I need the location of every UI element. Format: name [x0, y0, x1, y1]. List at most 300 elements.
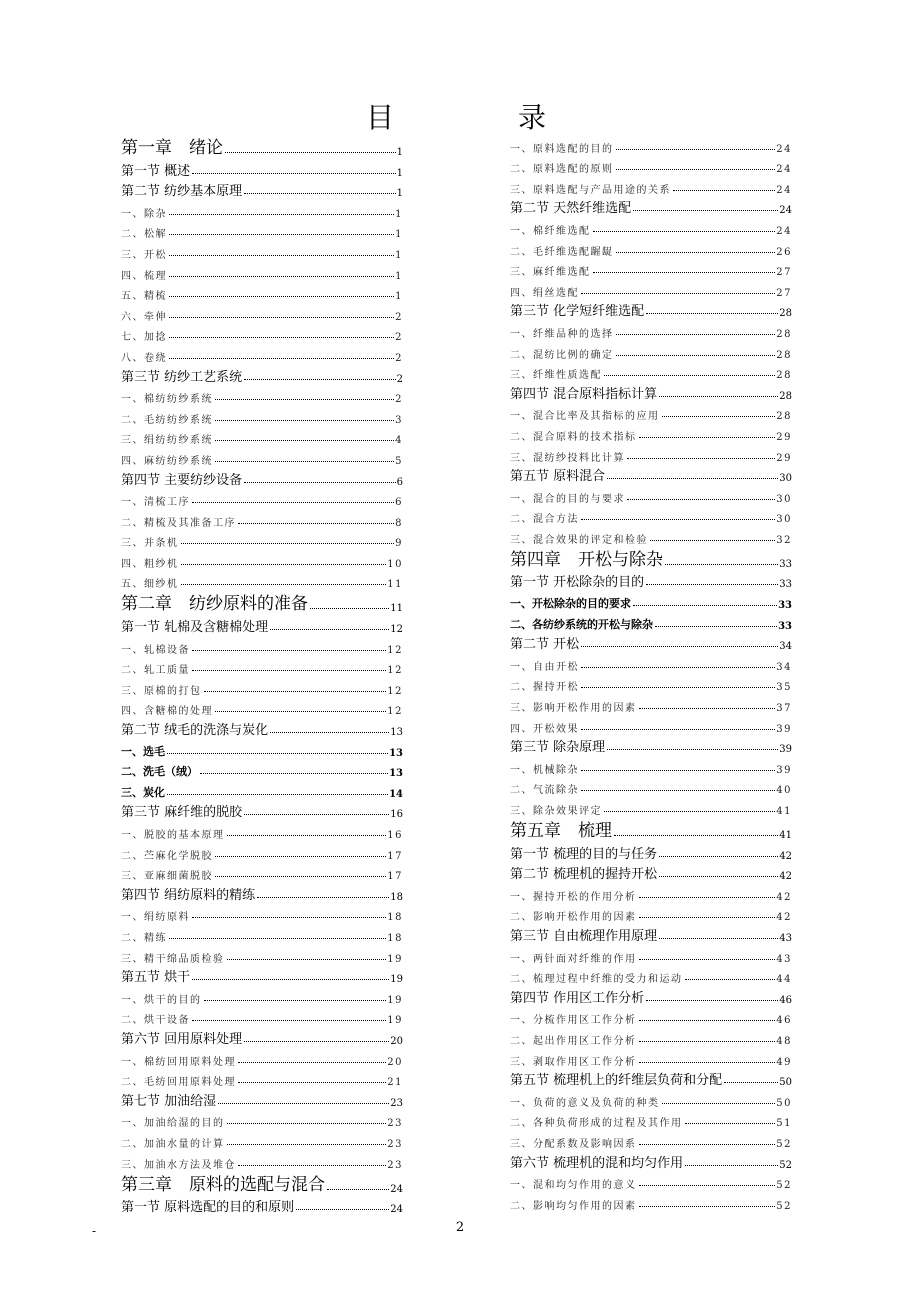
- dot-leader: [204, 1000, 387, 1001]
- toc-entry-title: 三、纤维性质选配: [510, 370, 602, 382]
- toc-entry-page: 13: [390, 727, 403, 739]
- toc-entry-page: 34: [776, 661, 792, 673]
- dot-leader: [169, 317, 394, 318]
- toc-entry-page: 4: [395, 435, 403, 447]
- dot-leader: [192, 979, 389, 980]
- dot-leader: [633, 605, 777, 606]
- dot-leader: [244, 379, 395, 380]
- toc-entry-section[interactable]: [121, 882, 403, 903]
- dot-leader: [270, 732, 389, 733]
- toc-entry-page: 43: [779, 932, 792, 944]
- toc-entry-page: 23: [387, 1118, 403, 1130]
- dot-leader: [238, 1165, 386, 1166]
- toc-entry-page: 20: [387, 1056, 403, 1068]
- toc-entry-item[interactable]: [121, 1109, 403, 1130]
- dot-leader: [665, 564, 778, 565]
- toc-entry-page: 30: [776, 514, 792, 526]
- toc-entry-title: 第四节 主要纺纱设备: [121, 472, 243, 488]
- dot-leader: [616, 334, 776, 335]
- dot-leader: [296, 1209, 389, 1210]
- toc-entry-page: 18: [387, 932, 403, 944]
- dot-leader: [244, 1041, 389, 1042]
- toc-entry-item[interactable]: [510, 673, 792, 694]
- toc-entry-title: 一、棉纺回用原料处理: [121, 1056, 236, 1068]
- toc-entry-title: 第三节 自由梳理作用原理: [510, 928, 658, 944]
- dot-leader: [244, 193, 395, 194]
- toc-entry-item[interactable]: [121, 405, 403, 426]
- toc-entry-item[interactable]: [121, 426, 403, 447]
- toc-entry-item[interactable]: [510, 944, 792, 965]
- dot-leader: [639, 1062, 776, 1063]
- toc-entry-item[interactable]: [510, 319, 792, 340]
- toc-entry-item[interactable]: [121, 923, 403, 944]
- toc-entry-title: 二、毛纺纺纱系统: [121, 414, 213, 426]
- dot-leader: [227, 1123, 387, 1124]
- toc-entry-item[interactable]: [510, 714, 792, 735]
- toc-entry-item[interactable]: [121, 1068, 403, 1089]
- toc-entry-title: 二、精练: [121, 932, 167, 944]
- dot-leader: [581, 790, 775, 791]
- toc-entry-bold[interactable]: [510, 611, 792, 632]
- toc-entry-item[interactable]: [121, 261, 403, 282]
- toc-entry-title: 一、棉纺纺纱系统: [121, 394, 213, 406]
- toc-entry-section[interactable]: [121, 467, 403, 488]
- toc-entry-title: 三、精干绵品质检验: [121, 953, 225, 965]
- toc-entry-title: 二、轧工质量: [121, 665, 190, 677]
- toc-entry-page: 8: [395, 517, 403, 529]
- toc-entry-title: 五、细纱机: [121, 579, 179, 591]
- toc-entry-bold[interactable]: [121, 759, 403, 780]
- toc-entry-title: 一、纤维品种的选择: [510, 328, 614, 340]
- dot-leader: [215, 461, 394, 462]
- toc-entry-page: 42: [779, 850, 792, 862]
- toc-entry-section[interactable]: [510, 381, 792, 402]
- toc-entry-page: 33: [779, 558, 792, 570]
- dot-leader: [227, 959, 387, 960]
- toc-entry-page: 48: [776, 1035, 792, 1047]
- dot-leader: [614, 835, 778, 836]
- toc-entry-section[interactable]: [510, 196, 792, 217]
- toc-entry-item[interactable]: [510, 693, 792, 714]
- toc-entry-title: 三、绢纺纺纱系统: [121, 435, 213, 447]
- dot-leader: [646, 313, 778, 314]
- toc-entry-page: 14: [389, 788, 403, 800]
- dot-leader: [581, 687, 775, 688]
- toc-entry-page: 13: [389, 768, 403, 780]
- dot-leader: [604, 375, 775, 376]
- toc-entry-page: 46: [779, 994, 792, 1006]
- dot-leader: [218, 1103, 389, 1104]
- dot-leader: [581, 667, 775, 668]
- dot-leader: [192, 650, 386, 651]
- toc-entry-item[interactable]: [510, 216, 792, 237]
- toc-entry-page: 35: [776, 682, 792, 694]
- dot-leader: [581, 770, 775, 771]
- dot-leader: [215, 856, 386, 857]
- toc-entry-title: 二、梳理过程中纤维的受力和运动: [510, 974, 683, 986]
- toc-entry-page: 18: [390, 891, 403, 903]
- toc-entry-title: 二、洗毛（绒）: [121, 765, 198, 779]
- toc-entry-item[interactable]: [121, 697, 403, 718]
- toc-entry-title: 三、原料选配与产品用途的关系: [510, 184, 671, 196]
- toc-entry-bold[interactable]: [121, 738, 403, 759]
- toc-entry-page: 40: [776, 785, 792, 797]
- toc-entry-title: 三、亚麻细菌脱胶: [121, 871, 213, 883]
- toc-entry-title: 一、两针面对纤维的作用: [510, 953, 637, 965]
- toc-entry-section[interactable]: [510, 299, 792, 320]
- toc-entry-title: 三、原棉的打包: [121, 685, 202, 697]
- dot-leader: [215, 876, 386, 877]
- toc-entry-page: 23: [390, 1097, 403, 1109]
- toc-entry-item[interactable]: [510, 882, 792, 903]
- toc-entry-page: 33: [778, 620, 792, 632]
- dot-leader: [227, 1144, 387, 1145]
- dot-leader: [662, 416, 776, 417]
- toc-entry-section[interactable]: [121, 1088, 403, 1109]
- dot-leader: [639, 1144, 776, 1145]
- toc-entry-page: 19: [390, 974, 403, 986]
- toc-entry-section[interactable]: [121, 364, 403, 385]
- dot-leader: [204, 691, 387, 692]
- dot-leader: [646, 1000, 778, 1001]
- toc-entry-bold[interactable]: [510, 590, 792, 611]
- toc-entry-page: 17: [387, 850, 403, 862]
- toc-entry-item[interactable]: [510, 422, 792, 443]
- dot-leader: [169, 214, 394, 215]
- toc-entry-title: 一、清梳工序: [121, 497, 190, 509]
- dot-leader: [169, 938, 386, 939]
- dot-leader: [169, 234, 394, 235]
- toc-entry-section[interactable]: [121, 717, 403, 738]
- toc-entry-item[interactable]: [510, 1191, 792, 1212]
- toc-entry-item[interactable]: [121, 282, 403, 303]
- dot-leader: [639, 1020, 776, 1021]
- toc-entry-item[interactable]: [121, 549, 403, 570]
- toc-entry-page: 26: [776, 246, 792, 258]
- toc-entry-title: 第一章 绪论: [121, 138, 223, 158]
- dot-leader: [616, 169, 776, 170]
- toc-entry-chapter[interactable]: [121, 1171, 403, 1195]
- toc-entry-page: 11: [387, 579, 403, 591]
- toc-entry-page: 2: [396, 373, 403, 385]
- toc-entry-page: 1: [395, 229, 403, 241]
- toc-entry-section[interactable]: [510, 464, 792, 485]
- toc-entry-section[interactable]: [121, 179, 403, 200]
- toc-entry-page: 32: [776, 534, 792, 546]
- toc-entry-title: 二、握持开松: [510, 682, 579, 694]
- toc-entry-page: 24: [776, 143, 792, 155]
- toc-entry-title: 一、选毛: [121, 744, 165, 758]
- toc-entry-page: 28: [776, 411, 792, 423]
- toc-entry-item[interactable]: [510, 652, 792, 673]
- toc-entry-page: 12: [387, 644, 403, 656]
- dot-leader: [181, 584, 387, 585]
- toc-entry-item[interactable]: [510, 965, 792, 986]
- dot-leader: [659, 856, 778, 857]
- toc-entry-section[interactable]: [510, 985, 792, 1006]
- toc-entry-section[interactable]: [510, 735, 792, 756]
- toc-entry-item[interactable]: [121, 1150, 403, 1171]
- toc-entry-section[interactable]: [121, 800, 403, 821]
- toc-entry-title: 第三节 除杂原理: [510, 740, 606, 756]
- toc-entry-page: 28: [776, 349, 792, 361]
- toc-entry-chapter[interactable]: [510, 546, 792, 570]
- toc-entry-title: 第一节 梳理的目的与任务: [510, 846, 658, 862]
- toc-entry-page: 2: [395, 394, 403, 406]
- toc-entry-page: 27: [776, 287, 792, 299]
- toc-entry-title: 第三节 纺纱工艺系统: [121, 369, 243, 385]
- toc-entry-title: 一、加油给湿的目的: [121, 1118, 225, 1130]
- dot-leader: [685, 979, 776, 980]
- toc-entry-page: 50: [779, 1077, 792, 1089]
- toc-entry-item[interactable]: [121, 323, 403, 344]
- toc-entry-item[interactable]: [510, 484, 792, 505]
- toc-entry-page: 1: [395, 291, 403, 303]
- toc-entry-bold[interactable]: [121, 779, 403, 800]
- dot-leader: [238, 1082, 386, 1083]
- toc-entry-item[interactable]: [510, 1026, 792, 1047]
- toc-entry-title: 五、精梳: [121, 291, 167, 303]
- toc-entry-title: 三、炭化: [121, 785, 165, 799]
- toc-entry-page: 52: [779, 1159, 792, 1171]
- toc-entry-section[interactable]: [121, 965, 403, 986]
- toc-entry-title: 二、毛纤维选配龌龊: [510, 246, 614, 258]
- toc-entry-page: 29: [776, 431, 792, 443]
- dot-leader: [593, 231, 776, 232]
- toc-entry-page: 12: [387, 685, 403, 697]
- toc-entry-section[interactable]: [121, 158, 403, 179]
- toc-entry-item[interactable]: [121, 199, 403, 220]
- toc-entry-title: 四、含糖棉的处理: [121, 706, 213, 718]
- toc-entry-item[interactable]: [510, 361, 792, 382]
- toc-entry-title: 第五节 梳理机上的纤维层负荷和分配: [510, 1073, 723, 1089]
- toc-entry-page: 11: [390, 603, 403, 615]
- toc-entry-item[interactable]: [121, 841, 403, 862]
- toc-entry-title: 六、牵伸: [121, 311, 167, 323]
- toc-entry-title: 第五章 梳理: [510, 821, 612, 841]
- toc-entry-chapter[interactable]: [510, 817, 792, 841]
- toc-entry-item[interactable]: [510, 258, 792, 279]
- toc-entry-item[interactable]: [121, 676, 403, 697]
- toc-entry-item[interactable]: [121, 903, 403, 924]
- toc-entry-page: 24: [776, 225, 792, 237]
- toc-entry-page: 39: [776, 764, 792, 776]
- toc-entry-item[interactable]: [510, 505, 792, 526]
- toc-entry-item[interactable]: [121, 656, 403, 677]
- toc-entry-page: 2: [395, 311, 403, 323]
- toc-entry-item[interactable]: [510, 237, 792, 258]
- toc-entry-page: 28: [779, 390, 792, 402]
- toc-entry-item[interactable]: [510, 175, 792, 196]
- toc-entry-item[interactable]: [121, 862, 403, 883]
- toc-entry-item[interactable]: [121, 220, 403, 241]
- toc-entry-item[interactable]: [121, 1047, 403, 1068]
- toc-entry-section[interactable]: [510, 570, 792, 591]
- dot-leader: [639, 917, 776, 918]
- toc-entry-page: 3: [395, 414, 403, 426]
- toc-entry-page: 49: [776, 1056, 792, 1068]
- toc-entry-title: 二、起出作用区工作分析: [510, 1035, 637, 1047]
- dot-leader: [639, 959, 776, 960]
- dot-leader: [633, 210, 778, 211]
- toc-entry-section[interactable]: [121, 614, 403, 635]
- toc-entry-item[interactable]: [510, 1171, 792, 1192]
- toc-entry-page: 52: [776, 1180, 792, 1192]
- toc-entry-section[interactable]: [510, 1068, 792, 1089]
- toc-entry-section[interactable]: [510, 1150, 792, 1171]
- dot-leader: [181, 564, 387, 565]
- toc-entry-page: 37: [776, 703, 792, 715]
- toc-entry-item[interactable]: [121, 570, 403, 591]
- dot-leader: [639, 1185, 776, 1186]
- toc-entry-page: 24: [390, 1183, 403, 1195]
- dot-leader: [639, 1206, 776, 1207]
- toc-entry-item[interactable]: [510, 443, 792, 464]
- toc-entry-page: 33: [778, 600, 792, 612]
- toc-entry-page: 24: [390, 1204, 403, 1216]
- toc-entry-page: 43: [776, 953, 792, 965]
- toc-entry-page: 30: [776, 493, 792, 505]
- toc-entry-title: 第二节 开松: [510, 637, 580, 653]
- toc-entry-title: 一、分梳作用区工作分析: [510, 1015, 637, 1027]
- toc-entry-title: 一、绢纺原料: [121, 912, 190, 924]
- toc-entry-title: 三、加油水方法及堆仓: [121, 1159, 236, 1171]
- dot-leader: [685, 1123, 776, 1124]
- toc-entry-page: 19: [387, 994, 403, 1006]
- toc-entry-item[interactable]: [121, 385, 403, 406]
- toc-entry-page: 6: [395, 497, 403, 509]
- dot-leader: [169, 276, 394, 277]
- dot-leader: [639, 437, 776, 438]
- toc-entry-title: 四、麻纺纺纱系统: [121, 455, 213, 467]
- toc-entry-title: 一、混合比率及其指标的应用: [510, 411, 660, 423]
- toc-entry-page: 5: [395, 455, 403, 467]
- dot-leader: [659, 396, 778, 397]
- toc-entry-title: 第四节 作用区工作分析: [510, 990, 645, 1006]
- dot-leader: [593, 272, 776, 273]
- toc-entry-item[interactable]: [510, 525, 792, 546]
- toc-entry-item[interactable]: [510, 340, 792, 361]
- dot-leader: [627, 499, 775, 500]
- toc-entry-item[interactable]: [121, 302, 403, 323]
- dot-leader: [169, 255, 394, 256]
- toc-entry-item[interactable]: [510, 755, 792, 776]
- toc-entry-title: 第六节 梳理机的混和均匀作用: [510, 1155, 684, 1171]
- toc-entry-page: 18: [387, 912, 403, 924]
- toc-entry-page: 23: [387, 1138, 403, 1150]
- toc-entry-title: 二、混纺比例的确定: [510, 349, 614, 361]
- toc-entry-item[interactable]: [121, 944, 403, 965]
- toc-entry-item[interactable]: [121, 820, 403, 841]
- toc-entry-item[interactable]: [121, 446, 403, 467]
- toc-entry-title: 四、开松效果: [510, 723, 579, 735]
- toc-entry-item[interactable]: [510, 155, 792, 176]
- dot-leader: [215, 711, 386, 712]
- toc-entry-title: 第二节 绒毛的洗涤与炭化: [121, 723, 269, 739]
- toc-entry-page: 1: [395, 208, 403, 220]
- toc-entry-title: 二、加油水量的计算: [121, 1138, 225, 1150]
- toc-entry-section[interactable]: [510, 841, 792, 862]
- toc-entry-page: 6: [396, 476, 403, 488]
- toc-entry-title: 第一节 原料选配的目的和原则: [121, 1200, 295, 1216]
- toc-entry-item[interactable]: [510, 1109, 792, 1130]
- toc-entry-item[interactable]: [510, 1047, 792, 1068]
- toc-entry-title: 一、自由开松: [510, 661, 579, 673]
- toc-entry-item[interactable]: [121, 508, 403, 529]
- toc-entry-item[interactable]: [510, 1088, 792, 1109]
- toc-entry-page: 42: [776, 912, 792, 924]
- toc-entry-item[interactable]: [121, 488, 403, 509]
- toc-entry-chapter[interactable]: [121, 134, 403, 158]
- toc-entry-item[interactable]: [510, 402, 792, 423]
- toc-entry-page: 12: [390, 624, 403, 636]
- toc-entry-chapter[interactable]: [121, 590, 403, 614]
- dot-leader: [244, 814, 389, 815]
- toc-entry-title: 第六节 回用原料处理: [121, 1031, 243, 1047]
- toc-entry-item[interactable]: [121, 529, 403, 550]
- toc-entry-title: 一、开松除杂的目的要求: [510, 597, 631, 611]
- toc-entry-title: 三、混纺纱投料比计算: [510, 452, 625, 464]
- toc-entry-title: 一、棉纤维选配: [510, 225, 591, 237]
- dot-leader: [604, 811, 775, 812]
- dot-leader: [192, 917, 386, 918]
- toc-entry-item[interactable]: [510, 134, 792, 155]
- toc-entry-section[interactable]: [510, 923, 792, 944]
- toc-entry-section[interactable]: [121, 1195, 403, 1216]
- toc-entry-page: 51: [776, 1118, 792, 1130]
- toc-entry-title: 一、握持开松的作用分析: [510, 891, 637, 903]
- toc-entry-title: 四、粗纱机: [121, 558, 179, 570]
- toc-entry-item[interactable]: [510, 278, 792, 299]
- toc-entry-item[interactable]: [510, 903, 792, 924]
- toc-entry-title: 第二节 纺纱基本原理: [121, 184, 243, 200]
- toc-entry-item[interactable]: [121, 985, 403, 1006]
- toc-entry-section[interactable]: [510, 862, 792, 883]
- toc-entry-title: 第五节 烘干: [121, 970, 191, 986]
- toc-entry-title: 一、轧棉设备: [121, 644, 190, 656]
- toc-entry-item[interactable]: [510, 1006, 792, 1027]
- toc-entry-item[interactable]: [121, 1006, 403, 1027]
- toc-entry-section[interactable]: [121, 1026, 403, 1047]
- dot-leader: [167, 753, 388, 754]
- toc-entry-section[interactable]: [510, 632, 792, 653]
- toc-entry-item[interactable]: [121, 1129, 403, 1150]
- toc-entry-page: 33: [779, 579, 792, 591]
- toc-entry-item[interactable]: [121, 240, 403, 261]
- toc-entry-page: 12: [387, 706, 403, 718]
- toc-entry-item[interactable]: [121, 635, 403, 656]
- toc-entry-item[interactable]: [121, 343, 403, 364]
- toc-entry-page: 1: [395, 270, 403, 282]
- toc-entry-page: 27: [776, 267, 792, 279]
- toc-entry-item[interactable]: [510, 776, 792, 797]
- toc-entry-page: 34: [779, 641, 792, 653]
- dot-leader: [215, 440, 394, 441]
- dot-leader: [227, 835, 387, 836]
- toc-entry-item[interactable]: [510, 796, 792, 817]
- dot-leader: [639, 708, 776, 709]
- toc-entry-page: 24: [779, 205, 792, 217]
- toc-entry-item[interactable]: [510, 1129, 792, 1150]
- dot-leader: [639, 1041, 776, 1042]
- toc-entry-page: 50: [776, 1097, 792, 1109]
- toc-entry-page: 24: [776, 184, 792, 196]
- toc-entry-title: 一、混合的目的与要求: [510, 493, 625, 505]
- toc-entry-title: 三、影响开松作用的因素: [510, 703, 637, 715]
- dot-leader: [238, 1062, 386, 1063]
- toc-entry-page: 19: [387, 953, 403, 965]
- toc-entry-page: 1: [395, 249, 403, 261]
